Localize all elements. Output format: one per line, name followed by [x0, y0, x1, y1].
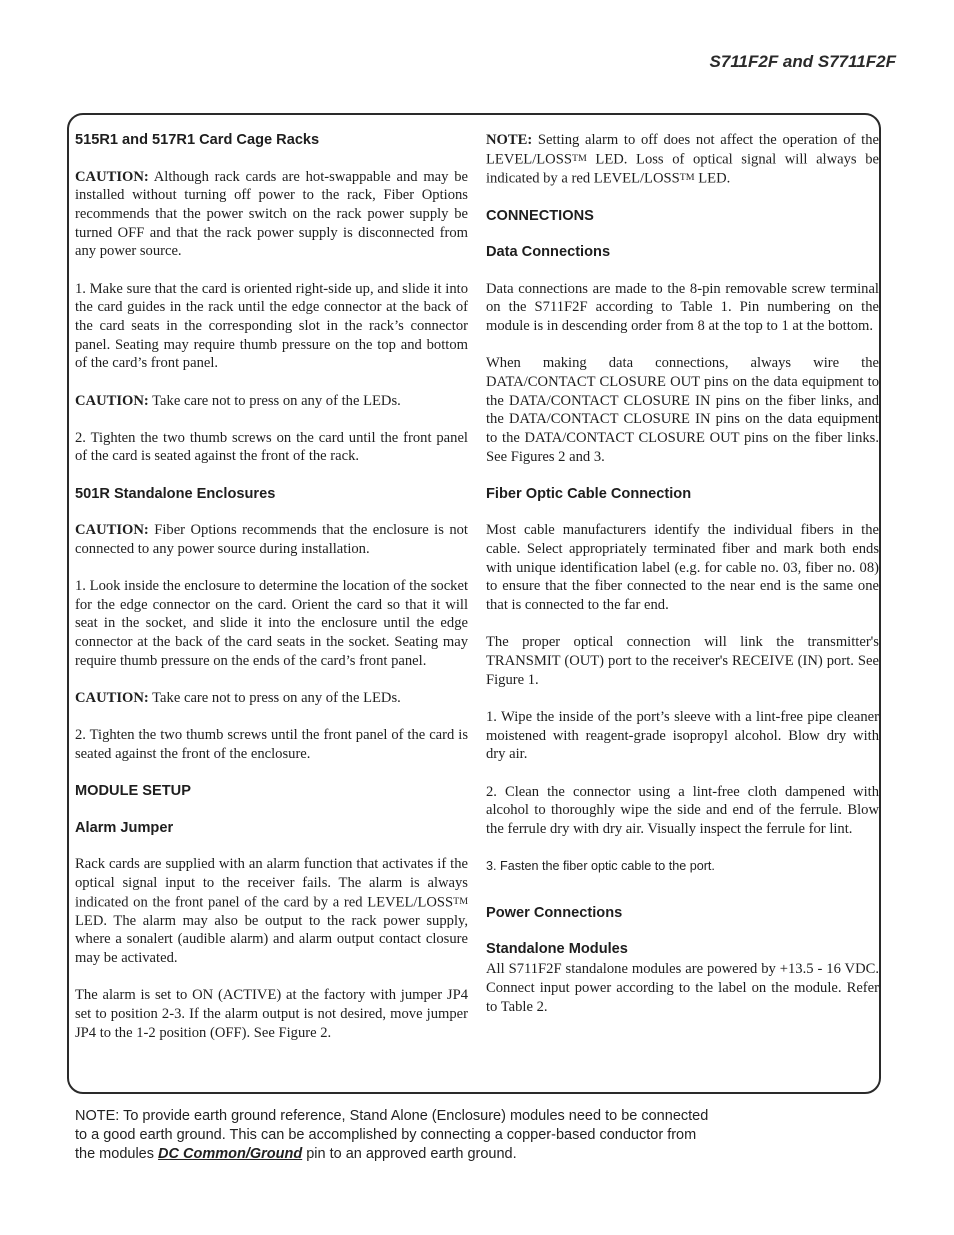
power-paragraph: All S711F2F standalone modules are powered by +13.5 - 16 VDC. Connect input power according to the label on the module. Refer to Table 2. — [486, 961, 879, 1015]
note-text: Setting alarm to off does not affect the operation of the LEVEL/LOSS — [486, 132, 879, 168]
caution-text: Take care not to press on any of the LEDs. — [148, 392, 401, 409]
note-text: LED. — [694, 170, 731, 187]
data-paragraph: When making data connections, always wire the DATA/CONTACT CLOSURE OUT pins on the data equipment to the DATA/CONTACT CLOSURE IN pins on the fiber links, and the DATA/CONTACT CLOSURE IN pins on the data equipment to the DATA/CONTACT CLOSURE OUT pins on the fiber links. See Figures 2 and 3. — [486, 355, 879, 465]
footer-emphasis: DC Common/Ground — [158, 1146, 303, 1162]
heading-connections: CONNECTIONS — [486, 207, 594, 224]
alarm-text: Rack cards are supplied with an alarm function that activates if the optical signal input to the receiver fails. The alarm is always indicated on the front panel of the card by a red LEVEL/LOSS — [75, 856, 468, 911]
heading-power-connections: Power Connections — [486, 904, 623, 921]
heading-module-setup: MODULE SETUP — [75, 783, 191, 800]
fiber-paragraph: Most cable manufacturers identify the individual fibers in the cable. Select appropriately terminated fiber and mark both ends with unique identification label (e.g. for cable no. 03, fiber no. 08) to ensure that the fiber connected to the near end is the same one that is connected to the far end. — [486, 522, 879, 614]
caution-paragraph — [75, 392, 468, 411]
step-paragraph: 1. Look inside the enclosure to determine the location of the socket for the edge connector on the card. Orient the card so that it will seat in the socket, and slide it into the enclosure until the edge connector at the back of the card seats in the socket. Seating may require thumb pressure on the ends of the card’s front panel. — [75, 578, 468, 669]
footer-note-text: NOTE: To provide earth ground reference, Stand Alone (Enclosure) modules need to be connected to a good earth ground. This can be accomplished by connecting a copper-based conductor from the modules — [75, 1108, 709, 1162]
fiber-step-paragraph: 2. Clean the connector using a lint-free cloth dampened with alcohol to thoroughly wipe the side and end of the ferrule. Blow the ferrule dry with dry air. Visually inspect the ferrule for lint. — [486, 783, 879, 838]
note-label: NOTE: — [486, 132, 533, 148]
caution-paragraph — [75, 168, 468, 262]
left-column — [75, 131, 468, 1061]
heading-alarm-jumper: Alarm Jumper — [75, 819, 174, 836]
caution-text: Although rack cards are hot-swappable and may be installed without turning off power to the rack, Fiber Options recommends that the power switch on the rack power supply be turned OFF and that the rack power supply is disconnected from any power source. — [75, 168, 468, 260]
step-paragraph: 2. Tighten the two thumb screws until the front panel of the card is seated against the front of the enclosure. — [75, 727, 468, 762]
caution-label: CAUTION: — [75, 168, 149, 185]
trademark-mark: TM — [679, 171, 695, 183]
footer-note — [75, 1107, 715, 1164]
caution-paragraph — [75, 689, 468, 708]
caution-paragraph — [75, 521, 468, 558]
alarm-paragraph: The alarm is set to ON (ACTIVE) at the factory with jumper JP4 set to position 2-3. If the alarm output is not desired, move jumper JP4 to the 1-2 position (OFF). See Figure 2. — [75, 987, 468, 1041]
step-paragraph: 1. Make sure that the card is oriented right-side up, and slide it into the card guides in the rack until the edge connector at the back of the card seats in the corresponding slot in the rack’s connector panel. Seating may require thumb pressure on the top and bottom of the card’s front panel. — [75, 280, 468, 372]
heading-fiber-optic-cable: Fiber Optic Cable Connection — [486, 485, 692, 502]
caution-label: CAUTION: — [75, 690, 149, 707]
alarm-paragraph — [75, 855, 468, 968]
fiber-paragraph: The proper optical connection will link the transmitter's TRANSMIT (OUT) port to the receiver's RECEIVE (IN) port. See Figure 1. — [486, 634, 879, 688]
step-paragraph: 2. Tighten the two thumb screws on the card until the front panel of the card is seated against the front of the rack. — [75, 429, 468, 465]
caution-text: Fiber Options recommends that the enclosure is not connected to any power source during installation. — [75, 522, 468, 557]
trademark-mark: TM — [571, 152, 587, 164]
note-text: LED. Loss of optical signal will always be indicated by a red LEVEL/LOSS — [486, 151, 879, 187]
data-paragraph: Data connections are made to the 8-pin removable screw terminal on the S711F2F according to Table 1. Pin numbering on the module is in descending order from 8 at the top to 1 at the bottom. — [486, 280, 879, 334]
fiber-step-paragraph: 1. Wipe the inside of the port’s sleeve with a lint-free pipe cleaner moistened with reagent-grade isopropyl alcohol. Blow dry with dry air. — [486, 709, 879, 763]
caution-text: Take care not to press on any of the LEDs. — [148, 690, 401, 707]
trademark-mark: TM — [453, 895, 468, 907]
caution-label: CAUTION: — [75, 522, 149, 539]
heading-card-cage-racks: 515R1 and 517R1 Card Cage Racks — [75, 132, 320, 148]
footer-note-text: pin to an approved earth ground. — [302, 1146, 517, 1162]
heading-standalone-enclosures: 501R Standalone Enclosures — [75, 485, 276, 502]
right-column — [486, 131, 879, 1035]
note-paragraph — [486, 131, 879, 188]
caution-label: CAUTION: — [75, 392, 149, 409]
heading-standalone-modules: Standalone Modules — [486, 941, 628, 958]
fiber-step-paragraph: 3. Fasten the fiber optic cable to the port. — [486, 859, 715, 874]
heading-data-connections: Data Connections — [486, 244, 611, 261]
alarm-text: LED. The alarm may also be output to the rack power supply, where a sonalert (audible alarm) and alarm output contact closure may be activated. — [75, 912, 468, 967]
page-header-title: S711F2F and S7711F2F — [709, 52, 896, 71]
